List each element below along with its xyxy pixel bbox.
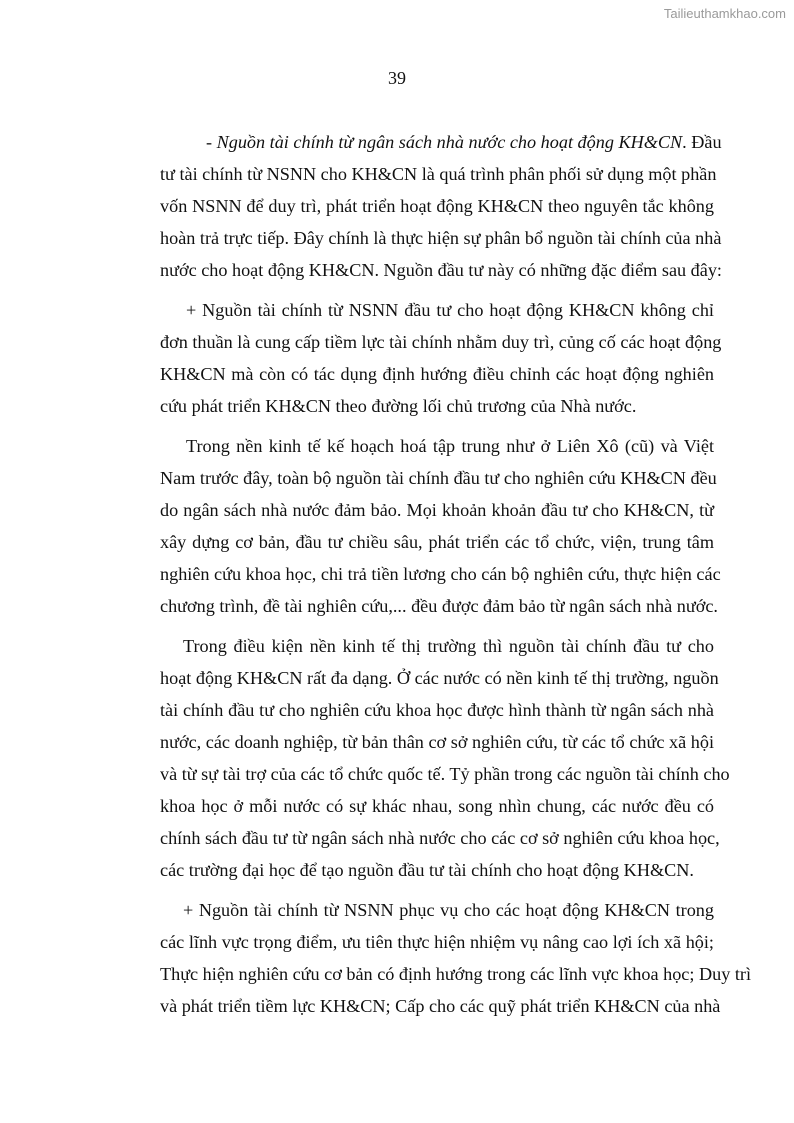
text-line: hoàn trả trực tiếp. Đây chính là thực hiện sự phân bổ nguồn tài chính của nhà: [160, 228, 722, 248]
text-line: nước cho hoạt động KH&CN. Nguồn đầu tư này có những đặc điểm sau đây:: [160, 260, 722, 280]
text-line: Nam trước đây, toàn bộ nguồn tài chính đầu tư cho nghiên cứu KH&CN đều: [160, 468, 717, 488]
paragraph: [160, 294, 722, 422]
text-line: xây dựng cơ bản, đầu tư chiều sâu, phát triển các tổ chức, viện, trung tâm: [160, 532, 714, 552]
text-line: hoạt động KH&CN rất đa dạng. Ở các nước có nền kinh tế thị trường, nguồn: [160, 668, 719, 688]
text-line: + Nguồn tài chính từ NSNN đầu tư cho hoạt động KH&CN không chỉ: [186, 300, 714, 320]
text-line: Trong nền kinh tế kế hoạch hoá tập trung như ở Liên Xô (cũ) và Việt: [186, 436, 714, 456]
document-body: [160, 126, 752, 1030]
text-run: . Đầu: [682, 132, 722, 152]
text-line: tư tài chính từ NSNN cho KH&CN là quá trình phân phối sử dụng một phần: [160, 164, 717, 184]
text-line: Trong điều kiện nền kinh tế thị trường thì nguồn tài chính đầu tư cho: [183, 636, 714, 656]
paragraph: [160, 894, 752, 1022]
text-line: và phát triển tiềm lực KH&CN; Cấp cho các quỹ phát triển KH&CN của nhà: [160, 996, 721, 1016]
text-line: các trường đại học để tạo nguồn đầu tư tài chính cho hoạt động KH&CN.: [160, 860, 694, 880]
text-line: nghiên cứu khoa học, chi trả tiền lương cho cán bộ nghiên cứu, thực hiện các: [160, 564, 721, 584]
text-line: các lĩnh vực trọng điểm, ưu tiên thực hiện nhiệm vụ nâng cao lợi ích xã hội;: [160, 932, 714, 952]
text-line: và từ sự tài trợ của các tổ chức quốc tế. Tỷ phần trong các nguồn tài chính cho: [160, 764, 730, 784]
italic-heading: - Nguồn tài chính từ ngân sách nhà nước cho hoạt động KH&CN: [206, 132, 683, 152]
text-line: KH&CN mà còn có tác dụng định hướng điều chỉnh các hoạt động nghiên: [160, 364, 714, 384]
text-line: chính sách đầu tư từ ngân sách nhà nước cho các cơ sở nghiên cứu khoa học,: [160, 828, 720, 848]
paragraph: [160, 630, 730, 886]
paragraph: [160, 430, 721, 622]
text-line: khoa học ở mỗi nước có sự khác nhau, song nhìn chung, các nước đều có: [160, 796, 714, 816]
text-line: vốn NSNN để duy trì, phát triển hoạt động KH&CN theo nguyên tắc không: [160, 196, 714, 216]
text-line: do ngân sách nhà nước đảm bảo. Mọi khoản khoản đầu tư cho KH&CN, từ: [160, 500, 714, 520]
text-line: chương trình, đề tài nghiên cứu,... đều được đảm bảo từ ngân sách nhà nước.: [160, 596, 718, 616]
paragraph: [160, 126, 722, 286]
watermark: Tailieuthamkhao.com: [663, 6, 786, 21]
text-line: cứu phát triển KH&CN theo đường lối chủ trương của Nhà nước.: [160, 396, 637, 416]
text-line: tài chính đầu tư cho nghiên cứu khoa học được hình thành từ ngân sách nhà: [160, 700, 714, 720]
text-line: + Nguồn tài chính từ NSNN phục vụ cho các hoạt động KH&CN trong: [183, 900, 714, 920]
text-line: đơn thuần là cung cấp tiềm lực tài chính nhằm duy trì, củng cố các hoạt động: [160, 332, 722, 352]
text-line: nước, các doanh nghiệp, từ bản thân cơ sở nghiên cứu, từ các tổ chức xã hội: [160, 732, 714, 752]
text-line: Thực hiện nghiên cứu cơ bản có định hướng trong các lĩnh vực khoa học; Duy trì: [160, 964, 752, 984]
text-line: [160, 126, 722, 158]
page-number: 39: [388, 68, 406, 88]
